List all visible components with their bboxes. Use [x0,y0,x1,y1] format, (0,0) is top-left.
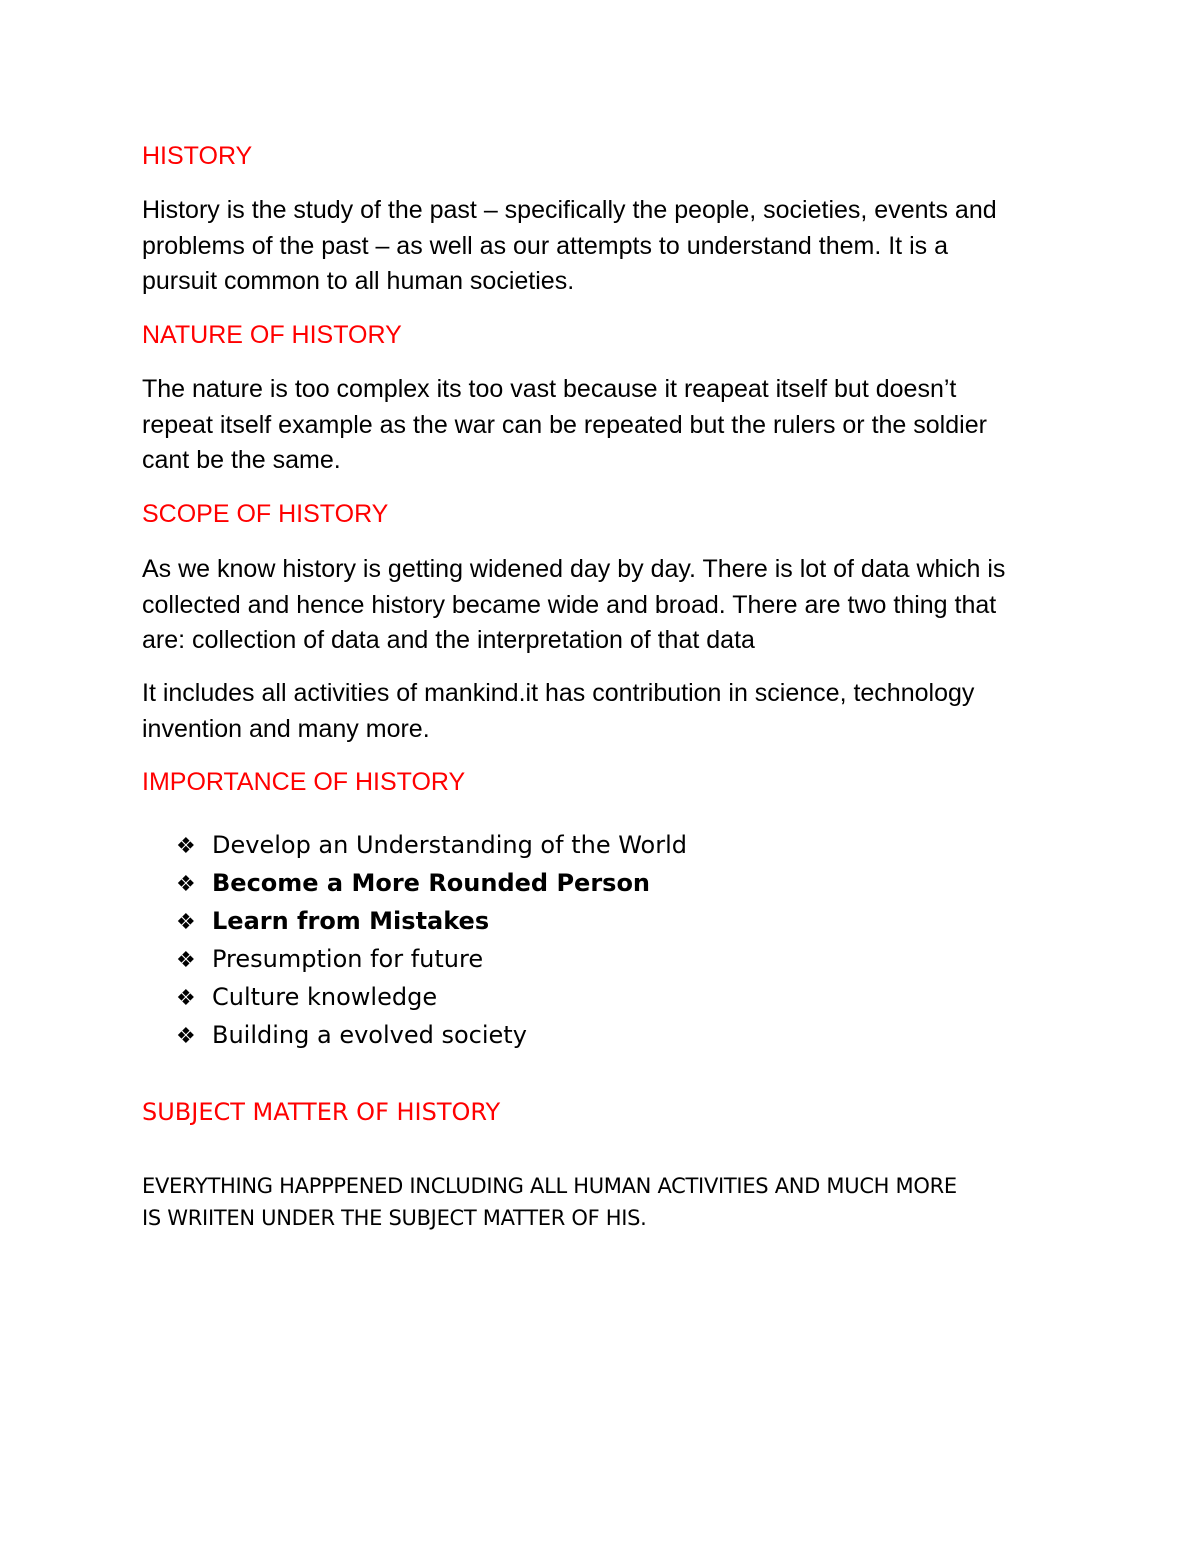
bullet-text: Building a evolved society [212,1021,527,1049]
importance-bullet-list [176,826,687,1054]
paragraph-line: pursuit common to all human societies. [142,267,575,295]
bullet-item [176,826,687,864]
subject-matter-paragraph [142,1170,957,1234]
section-heading-nature: NATURE OF HISTORY [142,321,402,349]
bullet-text: Presumption for future [212,945,484,973]
bullet-text: Learn from Mistakes [212,907,490,935]
section-heading-scope: SCOPE OF HISTORY [142,500,389,528]
diamond-bullet-icon: ❖ [176,986,196,1011]
paragraph-line: invention and many more. [142,714,430,743]
paragraph-line: collected and hence history became wide and broad. There are two thing that [142,590,997,619]
section-heading-importance: IMPORTANCE OF HISTORY [142,768,466,796]
paragraph-line: EVERYTHING HAPPPENED INCLUDING ALL HUMAN ACTIVITIES AND MUCH MORE [142,1174,957,1198]
diamond-bullet-icon: ❖ [176,948,196,973]
bullet-text: Culture knowledge [212,983,438,1011]
paragraph-line: The nature is too complex its too vast because it reapeat itself but doesn’t [142,375,957,403]
paragraph-line: IS WRIITEN UNDER THE SUBJECT MATTER OF HIS. [142,1206,647,1230]
section-heading-history: HISTORY [142,142,253,170]
paragraph-line: As we know history is getting widened day by day. There is lot of data which is [142,555,1006,583]
diamond-bullet-icon: ❖ [176,834,196,859]
paragraph-line: cant be the same. [142,446,341,474]
diamond-bullet-icon: ❖ [176,872,196,897]
paragraph-line: repeat itself example as the war can be repeated but the rulers or the soldier [142,410,987,439]
paragraph-line: History is the study of the past – specifically the people, societies, events and [142,196,997,224]
scope-paragraph-2 [142,676,974,747]
bullet-item [176,1016,687,1054]
history-paragraph [142,193,997,300]
bullet-item [176,978,687,1016]
bullet-text: Develop an Understanding of the World [212,831,687,859]
bullet-text: Become a More Rounded Person [212,869,651,897]
bullet-item [176,902,687,940]
diamond-bullet-icon: ❖ [176,910,196,935]
paragraph-line: problems of the past – as well as our attempts to understand them. It is a [142,231,948,260]
diamond-bullet-icon: ❖ [176,1024,196,1049]
paragraph-line: It includes all activities of mankind.it has contribution in science, technology [142,679,975,707]
section-heading-subject-matter: SUBJECT MATTER OF HISTORY [142,1098,501,1126]
scope-paragraph-1 [142,552,1005,659]
bullet-item [176,940,687,978]
bullet-item [176,864,687,902]
paragraph-line: are: collection of data and the interpretation of that data [142,626,755,654]
nature-paragraph [142,372,987,479]
